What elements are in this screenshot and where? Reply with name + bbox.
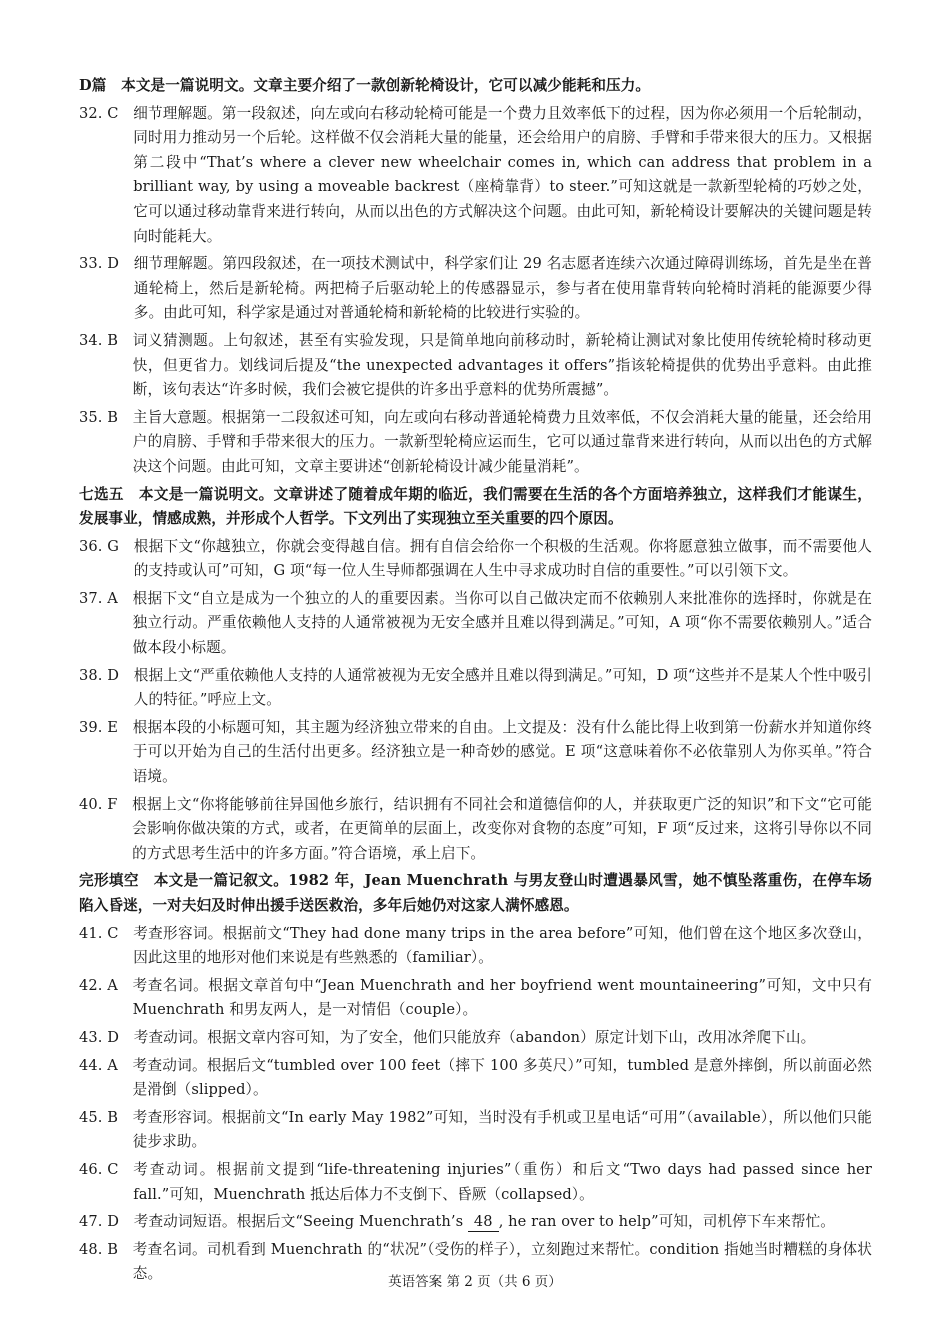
answer-explanation: 根据下文“你越独立，你就会变得越自信。拥有自信会给你一个积极的生活观。你将愿意独立做事，而不需要他人的支持或认可”可知，G 项“每一位人生导师都强调在人生中寻求成功时自信的重要性。”可以引领下文。 — [133, 537, 872, 580]
answer-number: 37. A — [79, 589, 133, 607]
answer-explanation: 主旨大意题。根据第一二段叙述可知，向左或向右移动普通轮椅费力且效率低，不仅会消耗大量的能量，还会给用户的肩膀、手臂和手带来很大的压力。一款新型轮椅应运而生，它可以通过靠背来进行转向，从而以出色的方式解决这个问题。由此可知，文章主要讲述“创新轮椅设计减少能量消耗”。 — [132, 408, 872, 475]
answer-number: 46. C — [79, 1160, 134, 1178]
answer-number: 48. B — [79, 1240, 133, 1258]
answer-item — [79, 1054, 872, 1103]
answer-number: 44. A — [79, 1056, 133, 1074]
answer-number: 32. C — [79, 104, 134, 122]
explanation-text: 考查动词短语。根据后文“Seeing Muenchrath’s — [133, 1213, 468, 1231]
answer-item — [79, 716, 872, 790]
answer-item — [79, 587, 872, 661]
answer-number: 33. D — [79, 255, 134, 273]
answer-item — [79, 1210, 872, 1235]
answer-item — [79, 535, 872, 584]
answer-number: 41. C — [79, 924, 134, 942]
section-heading: D篇 本文是一篇说明文。文章主要介绍了一款创新轮椅设计，它可以减少能耗和压力。 — [79, 77, 651, 94]
answer-number: 47. D — [79, 1213, 134, 1231]
answer-item — [79, 922, 872, 971]
answer-explanation: 根据本段的小标题可知，其主题为经济独立带来的自由。上文提及：没有什么能比得上收到第一份薪水并知道你终于可以开始为自己的生活付出更多。经济独立是一种奇妙的感觉。E 项“这意味着你不必依靠别人为你买单。”符合语境。 — [132, 718, 872, 786]
answer-number: 43. D — [79, 1028, 134, 1046]
answer-item — [79, 329, 872, 403]
answer-content — [79, 74, 872, 1287]
answer-number: 38. D — [79, 666, 134, 684]
answer-number: 45. B — [79, 1108, 133, 1126]
answer-explanation: 词义猜测题。上句叙述，甚至有实验发现，只是简单地向前移动时，新轮椅让测试对象比使用传统轮椅时移动更快，但更省力。划线词后提及“the unexpected advantages it offers”指该轮椅提供的优势出乎意料。由此推断，该句表达“许多时候，我们会被它提供的许多出乎意料的优势所震撼”。 — [132, 331, 872, 399]
answer-explanation: 考查形容词。根据前文“In early May 1982”可知，当时没有手机或卫星电话“可用”（available），所以他们只能徒步求助。 — [132, 1108, 872, 1151]
page-footer: 英语答案 第 2 页（共 6 页） — [388, 1274, 562, 1290]
answer-item — [79, 1026, 872, 1051]
answer-explanation — [134, 1210, 872, 1235]
answer-explanation: 细节理解题。第一段叙述，向左或向右移动轮椅可能是一个费力且效率低下的过程，因为你必须用一个后轮制动，同时用力推动另一个后轮。这样做不仅会消耗大量的能量，还会给用户的肩膀、手臂和手带来很大的压力。又根据第二段中“That’s where a clever new wheelchair comes in, which can address that problem in a brilliant way, by using a moveable backrest（座椅靠背）to steer.”可知这就是一款新型轮椅的巧妙之处，它可以通过移动靠背来进行转向，从而以出色的方式解决这个问题。由此可知，新轮椅设计要解决的关键问题是转向时能耗大。 — [133, 104, 872, 245]
answer-explanation: 考查动词。根据前文提到“life-threatening injuries”（重伤）和后文“Two days had passed since her fall.”可知，Muenchrath 抵达后体力不支倒下、昏厥（collapsed）。 — [133, 1160, 872, 1203]
answer-number: 34. B — [79, 331, 133, 349]
answer-item — [79, 664, 872, 713]
answer-item — [79, 406, 872, 480]
answer-explanation: 根据上文“严重依赖他人支持的人通常被视为无安全感并且难以得到满足。”可知，D 项“这些并不是某人个性中吸引人的特征。”呼应上文。 — [133, 666, 872, 709]
answer-explanation: 考查名词。司机看到 Muenchrath 的“状况”（受伤的样子），立刻跑过来帮忙。condition 指她当时糟糕的身体状态。 — [132, 1240, 872, 1283]
answer-explanation: 根据上文“你将能够前往异国他乡旅行，结识拥有不同社会和道德信仰的人，并获取更广泛的知识”和下文“它可能会影响你做决策的方式，或者，在更简单的层面上，改变你对食物的态度”可知，F 项“反过来，这将引导你以不同的方式思考生活中的许多方面。”符合语境，承上启下。 — [132, 795, 872, 862]
answer-explanation: 根据下文“自立是成为一个独立的人的重要因素。当你可以自己做决定而不依赖别人来批准你的选择时，你就是在独立行动。严重依赖他人支持的人通常被视为无安全感并且难以得到满足。”可知，A 项“你不需要依赖别人。”适合做本段小标题。 — [132, 589, 872, 657]
answer-number: 35. B — [79, 408, 133, 426]
section-heading: 七选五 本文是一篇说明文。文章讲述了随着成年期的临近，我们需要在生活的各个方面培养独立，这样我们才能谋生，发展事业，情感成熟，并形成个人哲学。下文列出了实现独立至关重要的四个原因。 — [79, 485, 872, 528]
blank-number: 48 — [468, 1213, 499, 1232]
answer-item — [79, 1158, 872, 1207]
answer-number: 40. F — [79, 795, 133, 813]
answer-item — [79, 793, 872, 867]
answer-explanation: 考查动词。根据后文“tumbled over 100 feet（摔下 100 多英尺）”可知，tumbled 是意外摔倒，所以前面必然是滑倒（slipped）。 — [132, 1056, 872, 1099]
section-heading: 完形填空 本文是一篇记叙文。1982 年，Jean Muenchrath 与男友登山时遭遇暴风雪，她不慎坠落重伤，在停车场陷入昏迷，一对夫妇及时伸出援手送医救治，多年后她仍对这家人满怀感恩。 — [79, 872, 872, 914]
answer-explanation: 考查形容词。根据前文“They had done many trips in the area before”可知，他们曾在这个地区多次登山，因此这里的地形对他们来说是有些熟悉的（familiar）。 — [133, 924, 872, 967]
answer-item — [79, 974, 872, 1023]
answer-number: 36. G — [79, 537, 134, 555]
answer-explanation: 细节理解题。第四段叙述，在一项技术测试中，科学家们让 29 名志愿者连续六次通过障碍训练场，首先是坐在普通轮椅上，然后是新轮椅。两把椅子后驱动轮上的传感器显示，参与者在使用靠背转向轮椅时消耗的能源要少得多。由此可知，科学家是通过对普通轮椅和新轮椅的比较进行实验的。 — [133, 255, 872, 322]
answer-item — [79, 252, 872, 326]
answer-number: 39. E — [79, 718, 133, 736]
answer-item — [79, 1106, 872, 1155]
answer-explanation: 考查动词。根据文章内容可知，为了安全，他们只能放弃（abandon）原定计划下山，改用冰斧爬下山。 — [133, 1028, 816, 1046]
answer-number: 42. A — [79, 976, 133, 994]
answer-item — [79, 102, 872, 250]
explanation-text: , he ran over to help”可知，司机停下车来帮忙。 — [498, 1213, 835, 1231]
answer-explanation: 考查名词。根据文章首句中“Jean Muenchrath and her boyfriend went mountaineering”可知，文中只有 Muenchrath 和男友两人，是一对情侣（couple）。 — [132, 976, 872, 1019]
